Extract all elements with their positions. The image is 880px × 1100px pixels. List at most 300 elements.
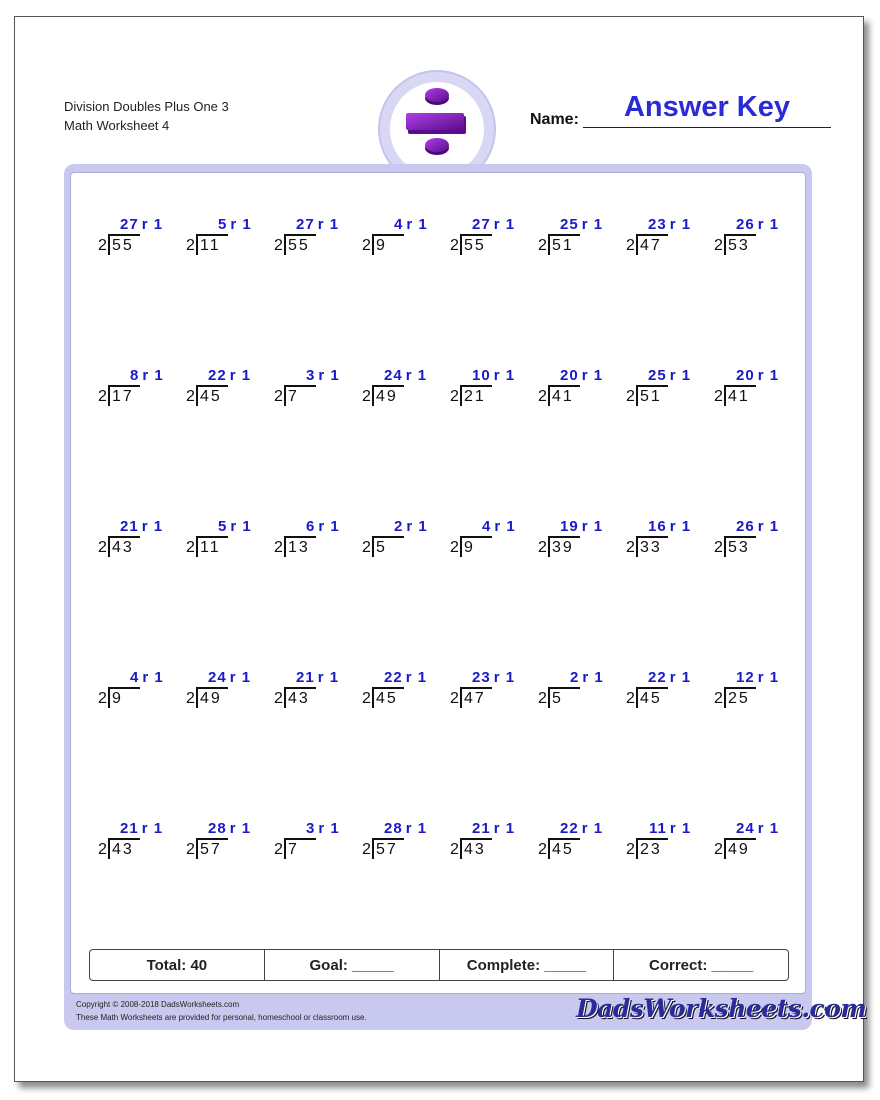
divisor-value: 2 — [362, 539, 371, 556]
division-bracket — [196, 688, 198, 708]
remainder-value: r 1 — [669, 820, 692, 837]
division-bar — [108, 838, 140, 840]
division-bracket — [284, 537, 286, 557]
division-problem — [538, 669, 618, 709]
division-problem — [714, 669, 794, 709]
divisor-value: 2 — [538, 237, 547, 254]
quotient-value: 23 — [648, 216, 667, 233]
division-problem — [450, 216, 530, 256]
answer-quotient — [559, 216, 603, 233]
divisor-value: 2 — [450, 237, 459, 254]
quotient-value: 2 — [570, 669, 580, 686]
dividend-value: 43 — [464, 841, 486, 858]
division-bracket — [284, 839, 286, 859]
quotient-value: 27 — [120, 216, 139, 233]
division-problem — [98, 518, 178, 558]
quotient-value: 27 — [296, 216, 315, 233]
division-problem — [98, 669, 178, 709]
divisor-value: 2 — [98, 237, 107, 254]
remainder-value: r 1 — [142, 669, 164, 686]
name-label: Name: — [530, 111, 579, 128]
division-problem — [274, 367, 354, 407]
remainder-value: r 1 — [757, 820, 780, 837]
division-bar — [460, 385, 492, 387]
division-problem — [186, 518, 266, 558]
remainder-value: r 1 — [318, 518, 340, 535]
dividend-value: 9 — [376, 237, 387, 254]
dividend-value: 7 — [288, 388, 299, 405]
divisor-value: 2 — [98, 539, 107, 556]
dividend-value: 53 — [728, 539, 750, 556]
remainder-value: r 1 — [141, 216, 164, 233]
division-problem — [450, 367, 530, 407]
dividend-value: 43 — [288, 690, 310, 707]
remainder-value: r 1 — [669, 518, 692, 535]
divisor-value: 2 — [186, 539, 195, 556]
remainder-value: r 1 — [493, 820, 516, 837]
quotient-value: 21 — [120, 518, 139, 535]
division-bracket — [460, 235, 462, 255]
answer-quotient — [305, 518, 340, 535]
remainder-value: r 1 — [581, 216, 604, 233]
divisor-value: 2 — [714, 690, 723, 707]
division-bracket — [372, 688, 374, 708]
quotient-value: 8 — [130, 367, 140, 384]
answer-quotient — [305, 820, 340, 837]
division-problem — [98, 367, 178, 407]
copyright-notice — [76, 998, 367, 1024]
quotient-value: 16 — [648, 518, 667, 535]
division-bar — [548, 385, 580, 387]
divisor-value: 2 — [186, 237, 195, 254]
dividend-value: 17 — [112, 388, 134, 405]
divisor-value: 2 — [274, 388, 283, 405]
dividend-value: 43 — [112, 841, 134, 858]
division-bracket — [636, 235, 638, 255]
remainder-value: r 1 — [669, 669, 692, 686]
answer-quotient — [393, 216, 428, 233]
division-bar — [460, 838, 492, 840]
division-problem — [362, 367, 442, 407]
division-bar — [372, 838, 404, 840]
remainder-value: r 1 — [405, 820, 428, 837]
divisor-value: 2 — [274, 690, 283, 707]
remainder-value: r 1 — [230, 518, 252, 535]
division-problem — [538, 216, 618, 256]
divisor-value: 2 — [274, 841, 283, 858]
division-bracket — [548, 688, 550, 708]
division-bar — [724, 385, 756, 387]
division-bracket — [460, 688, 462, 708]
division-bar — [636, 385, 668, 387]
quotient-value: 26 — [736, 518, 755, 535]
division-bracket — [196, 839, 198, 859]
division-bar — [284, 234, 316, 236]
answer-key-text: Answer Key — [623, 91, 790, 123]
remainder-value: r 1 — [229, 669, 252, 686]
remainder-value: r 1 — [493, 669, 516, 686]
division-bracket — [108, 537, 110, 557]
divisor-value: 2 — [98, 690, 107, 707]
remainder-value: r 1 — [669, 367, 692, 384]
remainder-value: r 1 — [229, 820, 252, 837]
answer-quotient — [393, 518, 428, 535]
dividend-value: 45 — [552, 841, 574, 858]
divisor-value: 2 — [538, 539, 547, 556]
quotient-value: 22 — [208, 367, 227, 384]
division-bracket — [724, 839, 726, 859]
division-bar — [284, 536, 316, 538]
answer-quotient — [471, 820, 515, 837]
dividend-value: 47 — [640, 237, 662, 254]
division-bracket — [548, 839, 550, 859]
answer-quotient — [217, 216, 252, 233]
division-bracket — [108, 688, 110, 708]
division-bracket — [372, 386, 374, 406]
remainder-value: r 1 — [229, 367, 252, 384]
divisor-value: 2 — [98, 841, 107, 858]
title-line-1: Division Doubles Plus One 3 — [64, 99, 229, 114]
quotient-value: 24 — [736, 820, 755, 837]
answer-quotient — [305, 367, 340, 384]
division-problem — [626, 367, 706, 407]
dividend-value: 53 — [728, 237, 750, 254]
divisor-value: 2 — [626, 237, 635, 254]
division-bracket — [196, 537, 198, 557]
division-bar — [284, 687, 316, 689]
division-problem — [626, 518, 706, 558]
division-bracket — [636, 839, 638, 859]
remainder-value: r 1 — [142, 367, 164, 384]
answer-quotient — [735, 820, 779, 837]
quotient-value: 21 — [120, 820, 139, 837]
quotient-value: 26 — [736, 216, 755, 233]
division-bar — [724, 536, 756, 538]
remainder-value: r 1 — [581, 518, 604, 535]
division-bar — [108, 536, 140, 538]
division-problem — [714, 367, 794, 407]
answer-quotient — [647, 367, 691, 384]
division-bracket — [372, 537, 374, 557]
division-bar — [460, 536, 492, 538]
division-bracket — [460, 839, 462, 859]
division-bar — [460, 687, 492, 689]
remainder-value: r 1 — [230, 216, 252, 233]
division-bar — [108, 385, 140, 387]
quotient-value: 20 — [560, 367, 579, 384]
remainder-value: r 1 — [757, 367, 780, 384]
division-bar — [196, 234, 228, 236]
divisor-value: 2 — [538, 841, 547, 858]
division-bar — [196, 838, 228, 840]
quotient-value: 10 — [472, 367, 491, 384]
answer-quotient — [129, 669, 164, 686]
divisor-value: 2 — [186, 388, 195, 405]
dividend-value: 49 — [728, 841, 750, 858]
dividend-value: 25 — [728, 690, 750, 707]
dividend-value: 9 — [464, 539, 475, 556]
division-bar — [636, 234, 668, 236]
title-line-2: Math Worksheet 4 — [64, 118, 170, 133]
dividend-value: 41 — [552, 388, 574, 405]
division-bar — [284, 838, 316, 840]
answer-quotient — [129, 367, 164, 384]
division-bracket — [108, 386, 110, 406]
remainder-value: r 1 — [493, 367, 516, 384]
division-problem — [538, 518, 618, 558]
division-problem — [98, 820, 178, 860]
dividend-value: 7 — [288, 841, 299, 858]
division-bracket — [724, 537, 726, 557]
divisor-value: 2 — [714, 841, 723, 858]
division-bar — [724, 234, 756, 236]
answer-quotient — [383, 669, 427, 686]
goal-cell: Goal: _____ — [265, 950, 440, 980]
remainder-value: r 1 — [317, 216, 340, 233]
divisor-value: 2 — [274, 237, 283, 254]
remainder-value: r 1 — [317, 669, 340, 686]
division-bar — [636, 536, 668, 538]
division-bracket — [724, 386, 726, 406]
divisor-value: 2 — [450, 690, 459, 707]
division-problem — [362, 216, 442, 256]
division-bar — [724, 687, 756, 689]
division-bar — [196, 536, 228, 538]
divisor-value: 2 — [362, 841, 371, 858]
divisor-value: 2 — [450, 841, 459, 858]
remainder-value: r 1 — [757, 216, 780, 233]
answer-quotient — [569, 669, 604, 686]
division-problem — [714, 820, 794, 860]
dividend-value: 51 — [640, 388, 662, 405]
answer-quotient — [647, 216, 691, 233]
answer-quotient — [471, 216, 515, 233]
division-bar — [460, 234, 492, 236]
divisor-value: 2 — [626, 690, 635, 707]
division-problem — [714, 518, 794, 558]
division-bracket — [460, 537, 462, 557]
answer-quotient — [207, 367, 251, 384]
remainder-value: r 1 — [141, 518, 164, 535]
division-problem — [538, 820, 618, 860]
division-problem — [274, 518, 354, 558]
quotient-value: 28 — [208, 820, 227, 837]
dividend-value: 5 — [376, 539, 387, 556]
dividend-value: 39 — [552, 539, 574, 556]
dividend-value: 13 — [288, 539, 310, 556]
division-bracket — [284, 235, 286, 255]
division-bracket — [284, 386, 286, 406]
remainder-value: r 1 — [757, 669, 780, 686]
answer-quotient — [207, 820, 251, 837]
division-bar — [108, 687, 140, 689]
answer-quotient — [207, 669, 251, 686]
answer-quotient — [119, 820, 163, 837]
remainder-value: r 1 — [494, 518, 516, 535]
quotient-value: 22 — [648, 669, 667, 686]
answer-quotient — [559, 518, 603, 535]
division-problem — [186, 669, 266, 709]
answer-quotient — [119, 518, 163, 535]
division-problem — [98, 216, 178, 256]
quotient-value: 24 — [384, 367, 403, 384]
quotient-value: 21 — [296, 669, 315, 686]
dividend-value: 49 — [376, 388, 398, 405]
divisor-value: 2 — [714, 539, 723, 556]
division-bar — [636, 838, 668, 840]
quotient-value: 2 — [394, 518, 404, 535]
divisor-value: 2 — [538, 690, 547, 707]
dividend-value: 45 — [376, 690, 398, 707]
dividend-value: 55 — [464, 237, 486, 254]
division-problem — [626, 216, 706, 256]
divisor-value: 2 — [714, 237, 723, 254]
quotient-value: 4 — [394, 216, 404, 233]
division-bar — [724, 838, 756, 840]
division-problem — [450, 820, 530, 860]
division-bracket — [284, 688, 286, 708]
remainder-value: r 1 — [757, 518, 780, 535]
divisor-value: 2 — [626, 539, 635, 556]
answer-quotient — [648, 820, 691, 837]
divisor-value: 2 — [538, 388, 547, 405]
dividend-value: 55 — [112, 237, 134, 254]
answer-quotient — [647, 669, 691, 686]
answer-quotient — [735, 216, 779, 233]
division-bracket — [108, 235, 110, 255]
division-bar — [372, 385, 404, 387]
dividend-value: 9 — [112, 690, 123, 707]
division-problem — [362, 518, 442, 558]
division-problem — [186, 367, 266, 407]
division-problem — [450, 669, 530, 709]
division-problem — [626, 669, 706, 709]
division-problem — [274, 820, 354, 860]
division-bar — [548, 234, 580, 236]
division-bracket — [724, 235, 726, 255]
divisor-value: 2 — [362, 388, 371, 405]
quotient-value: 25 — [648, 367, 667, 384]
dividend-value: 11 — [200, 539, 221, 556]
dividend-value: 57 — [200, 841, 222, 858]
division-bracket — [636, 537, 638, 557]
division-bar — [372, 536, 404, 538]
division-bracket — [196, 386, 198, 406]
quotient-value: 28 — [384, 820, 403, 837]
division-bar — [196, 385, 228, 387]
answer-quotient — [217, 518, 252, 535]
brand-logo: DadsWorksheets.com — [576, 994, 867, 1023]
quotient-value: 3 — [306, 367, 316, 384]
answer-quotient — [119, 216, 163, 233]
divisor-value: 2 — [362, 237, 371, 254]
division-bracket — [372, 235, 374, 255]
quotient-value: 24 — [208, 669, 227, 686]
quotient-value: 25 — [560, 216, 579, 233]
division-bracket — [636, 386, 638, 406]
answer-quotient — [295, 669, 339, 686]
division-problem — [186, 216, 266, 256]
correct-cell: Correct: _____ — [649, 956, 754, 974]
division-bar — [372, 687, 404, 689]
division-bar — [636, 687, 668, 689]
division-problem — [362, 669, 442, 709]
division-bar — [196, 687, 228, 689]
dividend-value: 55 — [288, 237, 310, 254]
quotient-value: 12 — [736, 669, 755, 686]
dividend-value: 45 — [640, 690, 662, 707]
answer-quotient — [383, 367, 427, 384]
divisor-value: 2 — [450, 388, 459, 405]
quotient-value: 3 — [306, 820, 316, 837]
divisor-value: 2 — [714, 388, 723, 405]
answer-quotient — [735, 669, 779, 686]
dividend-value: 45 — [200, 388, 222, 405]
quotient-value: 6 — [306, 518, 316, 535]
division-problem — [186, 820, 266, 860]
quotient-value: 5 — [218, 216, 228, 233]
division-bracket — [108, 839, 110, 859]
dividend-value: 43 — [112, 539, 134, 556]
divisor-value: 2 — [626, 841, 635, 858]
quotient-value: 22 — [384, 669, 403, 686]
division-bracket — [548, 537, 550, 557]
total-cell: Total: 40 — [90, 950, 265, 980]
dividend-value: 23 — [640, 841, 662, 858]
answer-quotient — [481, 518, 516, 535]
dividend-value: 49 — [200, 690, 222, 707]
remainder-value: r 1 — [582, 669, 604, 686]
quotient-value: 4 — [130, 669, 140, 686]
division-bracket — [548, 386, 550, 406]
quotient-value: 5 — [218, 518, 228, 535]
division-problem — [274, 216, 354, 256]
division-problem — [538, 367, 618, 407]
answer-quotient — [559, 367, 603, 384]
remainder-value: r 1 — [406, 216, 428, 233]
division-bracket — [196, 235, 198, 255]
divisor-value: 2 — [362, 690, 371, 707]
division-bar — [108, 234, 140, 236]
dividend-value: 41 — [728, 388, 750, 405]
answer-quotient — [735, 518, 779, 535]
divisor-value: 2 — [626, 388, 635, 405]
division-bracket — [460, 386, 462, 406]
answer-quotient — [471, 367, 515, 384]
dividend-value: 11 — [200, 237, 221, 254]
score-table — [89, 949, 789, 981]
quotient-value: 11 — [649, 820, 667, 837]
answer-quotient — [647, 518, 691, 535]
remainder-value: r 1 — [581, 367, 604, 384]
division-bracket — [548, 235, 550, 255]
dividend-value: 51 — [552, 237, 574, 254]
remainder-value: r 1 — [405, 367, 428, 384]
answer-quotient — [383, 820, 427, 837]
dividend-value: 5 — [552, 690, 563, 707]
quotient-value: 19 — [560, 518, 579, 535]
division-problem — [362, 820, 442, 860]
answer-quotient — [559, 820, 603, 837]
remainder-value: r 1 — [318, 820, 340, 837]
division-bar — [372, 234, 404, 236]
division-bracket — [724, 688, 726, 708]
dividend-value: 21 — [464, 388, 486, 405]
remainder-value: r 1 — [318, 367, 340, 384]
divisor-value: 2 — [186, 690, 195, 707]
complete-cell: Complete: _____ — [440, 950, 615, 980]
dividend-value: 47 — [464, 690, 486, 707]
